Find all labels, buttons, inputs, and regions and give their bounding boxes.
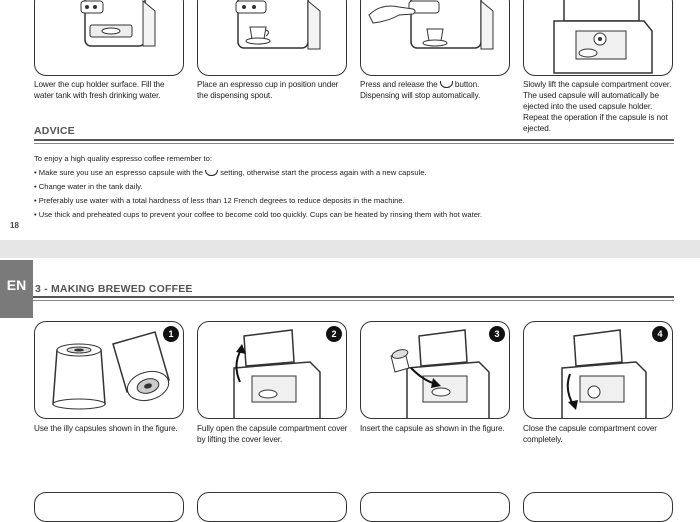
step-panel-close-cover: [523, 321, 673, 419]
next-step-panel: [523, 492, 673, 522]
step-number-badge: 3: [489, 326, 505, 342]
advice-title: ADVICE: [34, 125, 75, 137]
capsules-illustration: [35, 322, 184, 419]
advice-bullet: [34, 168, 427, 178]
step-panel-lower-cup-holder: [34, 0, 184, 76]
step-caption: [197, 79, 349, 101]
step-caption: Lower the cup holder surface. Fill the water tank with fresh drinking water.: [34, 80, 165, 100]
step-caption: Insert the capsule as shown in the figure.: [360, 424, 505, 433]
advice-bullet-text: • Make sure you use an espresso capsule with the: [34, 168, 206, 177]
hand-pressing-button-illustration: [361, 0, 510, 76]
step-caption: Close the capsule compartment cover completely.: [523, 424, 657, 444]
advice-bullet: • Use thick and preheated cups to prevent your coffee to become cold too quickly. Cups can be heated by rinsing them with hot water.: [34, 210, 483, 219]
language-tab: EN: [0, 260, 33, 318]
section-title: 3 - MAKING BREWED COFFEE: [35, 283, 193, 295]
section-rule-thin: [33, 300, 674, 301]
step-panel-insert-capsule: [360, 321, 510, 419]
next-step-panel: [34, 492, 184, 522]
advice-bullet: • Preferably use water with a total hardness of less than 12 French degrees to reduce deposits in the machine.: [34, 196, 405, 205]
step-caption-text: Press and release the: [360, 80, 440, 89]
step-caption: Slowly lift the capsule compartment cover. The used capsule will automatically be ejected into the used capsule holder. Repeat the operation if the capsule is not ejected.: [523, 80, 672, 133]
step-caption: [360, 79, 512, 101]
section-rule: [33, 296, 674, 298]
insert-capsule-illustration: [361, 322, 510, 419]
next-step-panel: [197, 492, 347, 522]
advice-rule-thin: [34, 143, 674, 144]
next-step-panel: [360, 492, 510, 522]
step-number-badge: 1: [163, 326, 179, 342]
step-caption-text: button. Dispensing will stop automatically.: [360, 80, 481, 100]
advice-rule: [34, 139, 674, 141]
advice-bullet-text: setting, otherwise start the process again with a new capsule.: [218, 168, 427, 177]
machine-illustration: [35, 0, 184, 76]
cup-icon: [440, 81, 453, 88]
machine-with-cup-illustration: [198, 0, 347, 76]
advice-intro: To enjoy a high quality espresso coffee remember to:: [34, 154, 212, 163]
close-cover-illustration: [524, 322, 673, 419]
advice-bullet: • Change water in the tank daily.: [34, 182, 143, 191]
step-caption-text: Place an espresso cup in position under the dispensing spout.: [197, 80, 339, 100]
page-number: 18: [10, 221, 19, 230]
step-number-badge: 2: [326, 326, 342, 342]
step-panel-capsules: [34, 321, 184, 419]
step-panel-press-button: [360, 0, 510, 76]
step-panel-place-cup: [197, 0, 347, 76]
step-caption: Use the illy capsules shown in the figure.: [34, 424, 178, 433]
cup-icon: [205, 170, 218, 176]
step-panel-lift-cover: [523, 0, 673, 76]
step-caption: Fully open the capsule compartment cover by lifting the cover lever.: [197, 424, 348, 444]
page-break-band: [0, 240, 700, 258]
capsule-eject-illustration: [524, 0, 673, 76]
open-cover-illustration: [198, 322, 347, 419]
step-number-badge: 4: [652, 326, 668, 342]
step-panel-open-cover: [197, 321, 347, 419]
